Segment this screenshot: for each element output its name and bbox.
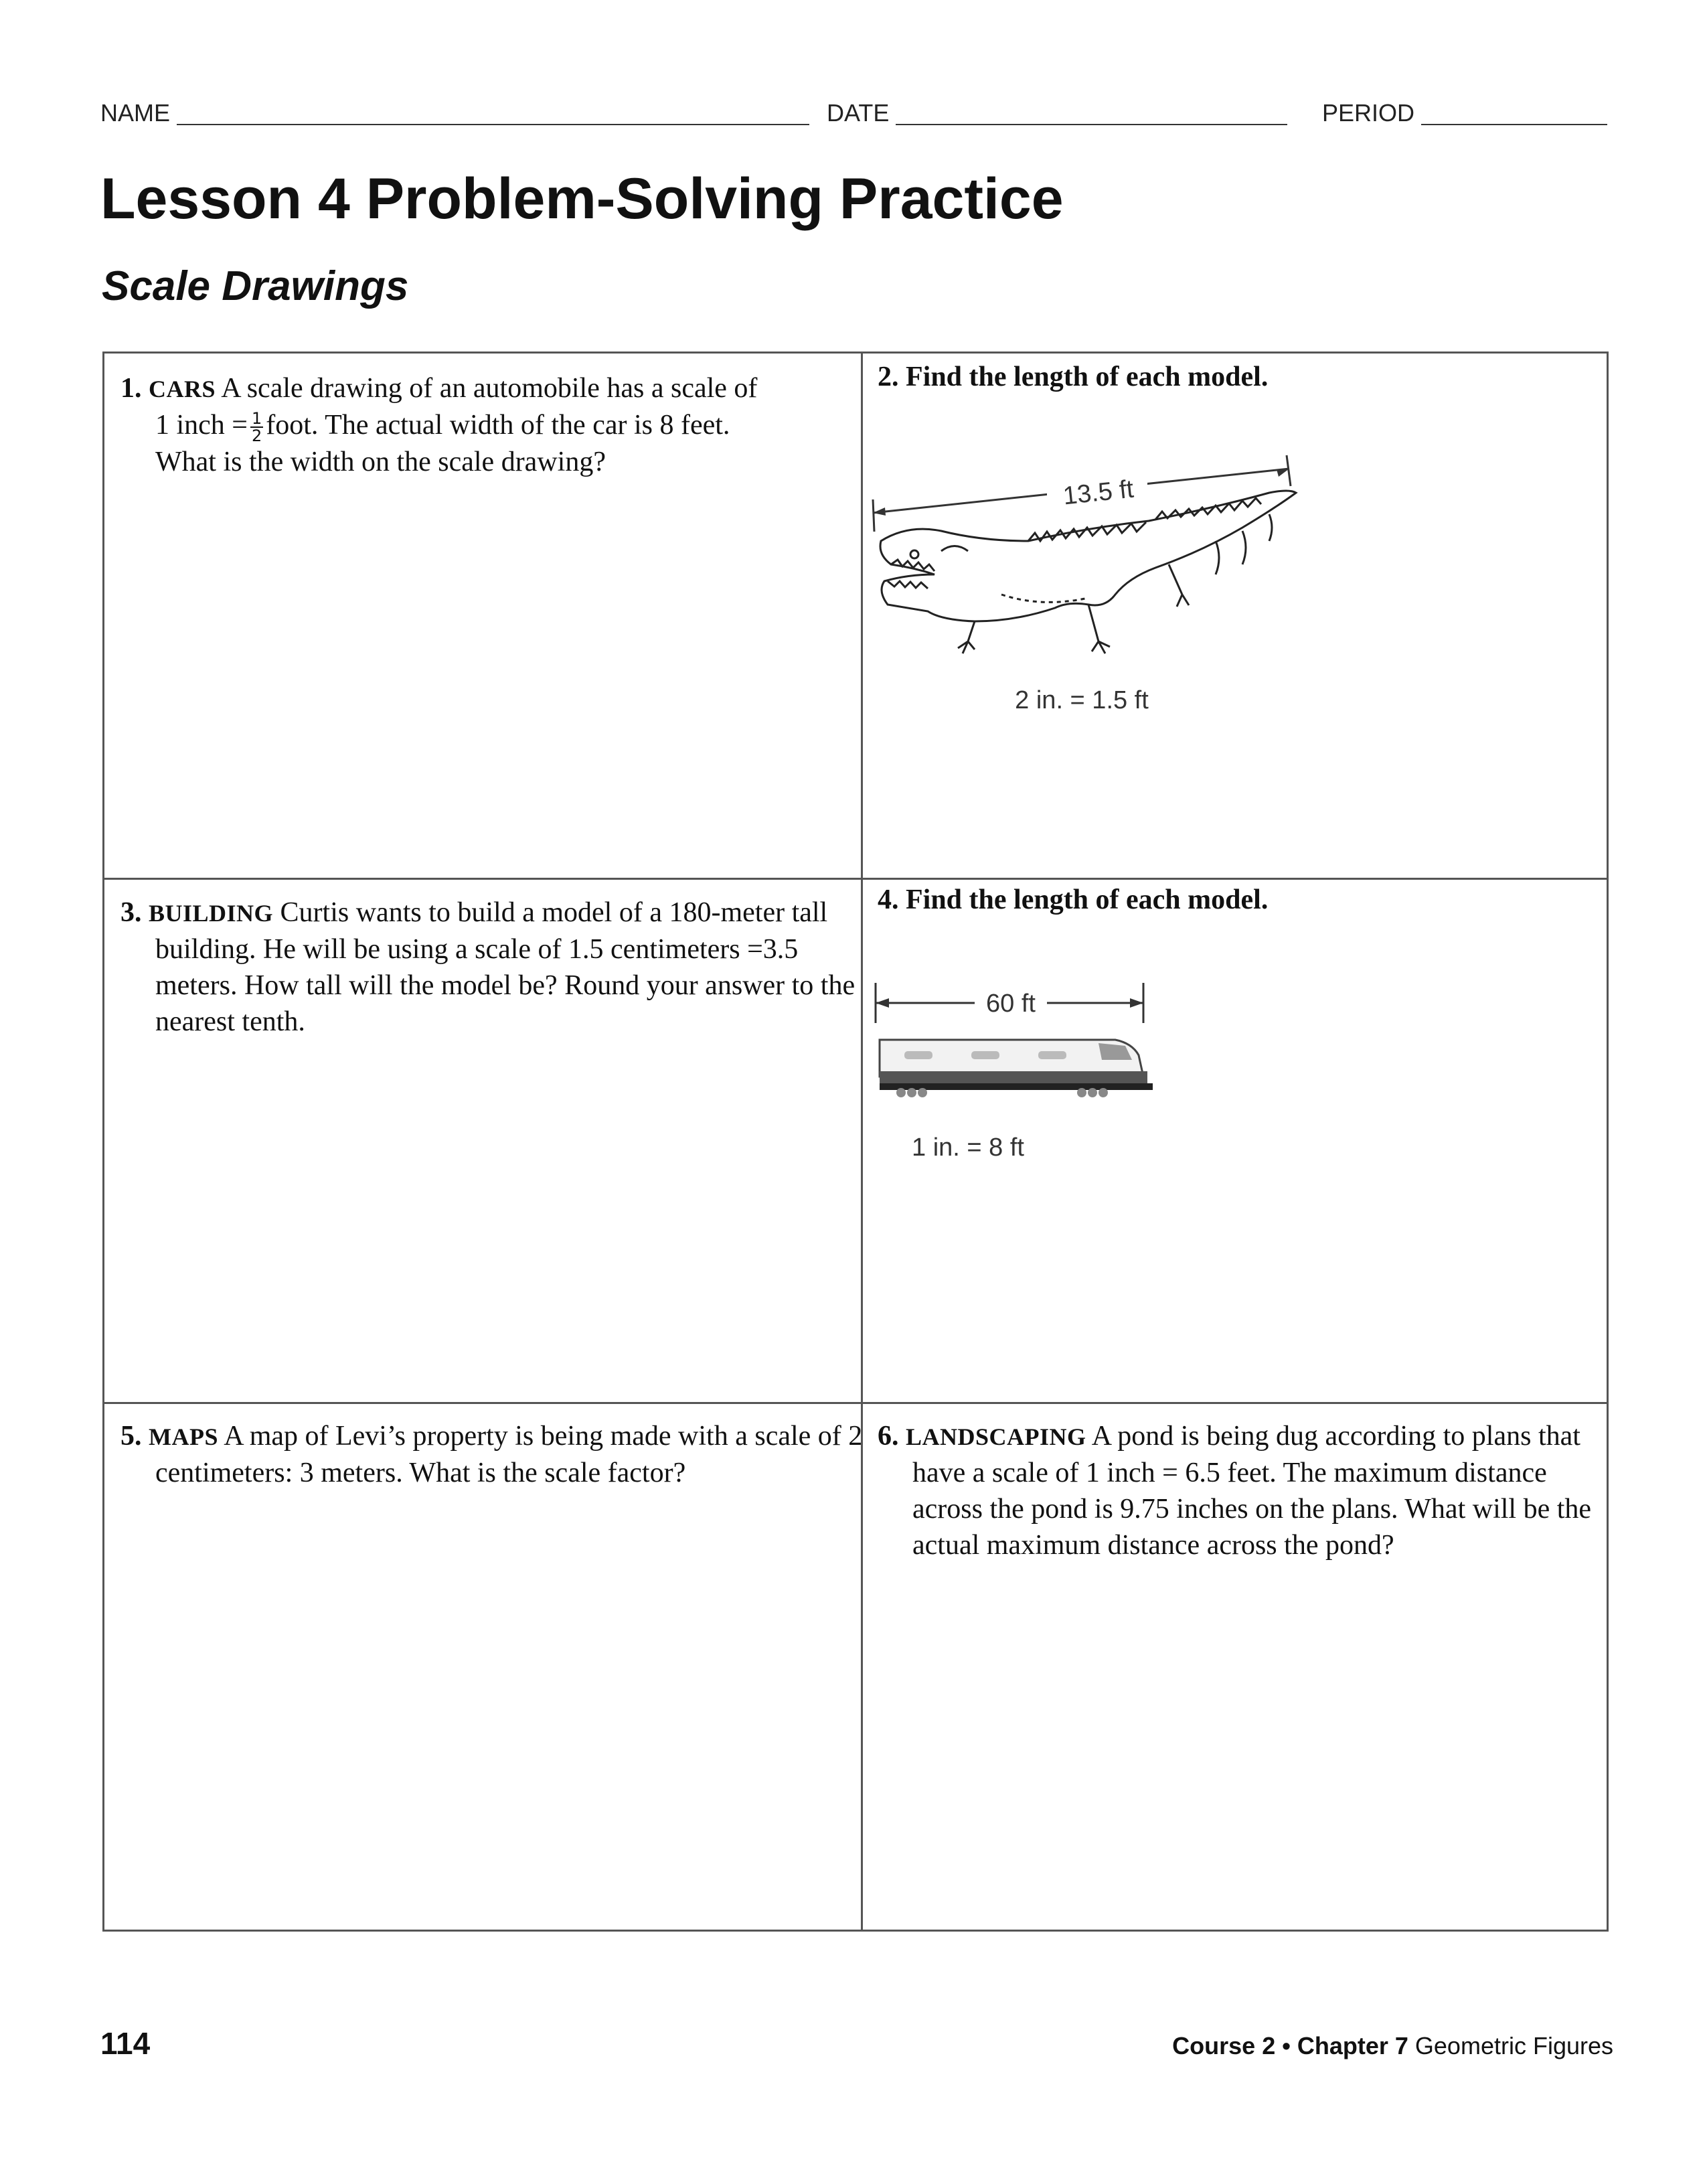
- alligator-icon: [880, 491, 1296, 653]
- name-field[interactable]: [100, 99, 809, 127]
- train-scale-label: 1 in. = 8 ft: [912, 1134, 1024, 1162]
- problem-3-text: Curtis wants to build a model of a 180-meter tall building. He will be using a scale of 1.5 centimeters =3.5 meters. How tall will the model be? Round your answer to the nearest tenth.: [155, 897, 856, 1037]
- alligator-scale-label: 2 in. = 1.5 ft: [1015, 686, 1149, 714]
- page-subtitle: Scale Drawings: [102, 263, 409, 309]
- grid-divider-vertical: [861, 354, 863, 1930]
- problem-1-line-2: [120, 407, 850, 444]
- train-icon: [880, 1040, 1153, 1097]
- date-label: DATE: [827, 99, 890, 127]
- footer-course-info: [1172, 2032, 1613, 2060]
- problem-1-line-1: [120, 370, 850, 407]
- grid-divider-row-1: [104, 878, 1607, 880]
- problem-6: [878, 1418, 1615, 1563]
- problem-2-heading: 2. Find the length of each model.: [878, 362, 1269, 392]
- footer-chapter-title: Geometric Figures: [1414, 2032, 1613, 2059]
- period-label: PERIOD: [1322, 99, 1415, 127]
- problem-5: [120, 1418, 865, 1491]
- problem-3: [120, 894, 865, 1040]
- problem-5-text: A map of Levi’s property is being made with a scale of 2 centimeters: 3 meters. What is the scale factor?: [155, 1421, 863, 1488]
- problem-1-tag: CARS: [149, 376, 216, 402]
- alligator-dimension-label: 13.5 ft: [1062, 475, 1135, 511]
- name-blank[interactable]: [177, 100, 809, 125]
- page-title: Lesson 4 Problem-Solving Practice: [100, 167, 1064, 231]
- page-number: 114: [100, 2026, 151, 2061]
- problem-1-text-b-post: foot. The actual width of the car is 8 feet.: [266, 410, 730, 441]
- problem-grid: [102, 352, 1609, 1932]
- footer-course-chapter: Course 2 • Chapter 7: [1172, 2032, 1408, 2059]
- problem-4: [878, 882, 1594, 918]
- problem-6-text: A pond is being dug according to plans that have a scale of 1 inch = 6.5 feet. The maximum distance across the pond is 9.75 inches on the plans. What will be the actual maximum distance across the pond?: [912, 1421, 1592, 1561]
- train-dimension-label: 60 ft: [986, 990, 1036, 1018]
- problem-1-text-a: A scale drawing of an automobile has a scale of: [221, 373, 758, 404]
- problem-1: [120, 370, 850, 480]
- problem-6-number: 6.: [878, 1421, 899, 1452]
- train-figure: [868, 976, 1175, 1177]
- name-label: NAME: [100, 99, 171, 127]
- problem-2: [878, 359, 1594, 395]
- problem-1-number: 1.: [120, 373, 142, 404]
- problem-1-text-b-pre: 1 inch =: [155, 410, 248, 441]
- problem-6-tag: LANDSCAPING: [906, 1423, 1086, 1450]
- fraction-denominator: 2: [252, 426, 262, 446]
- date-blank[interactable]: [896, 100, 1287, 125]
- problem-4-heading: 4. Find the length of each model.: [878, 884, 1269, 915]
- one-half-fraction: [250, 410, 263, 444]
- problem-1-line-3: What is the width on the scale drawing?: [155, 447, 606, 478]
- problem-5-number: 5.: [120, 1421, 142, 1452]
- date-field[interactable]: [827, 99, 1287, 127]
- period-field[interactable]: [1322, 99, 1607, 127]
- problem-3-number: 3.: [120, 897, 142, 928]
- problem-3-tag: BUILDING: [149, 900, 274, 927]
- student-info-line: [100, 99, 1613, 133]
- fraction-numerator: 1: [252, 409, 262, 428]
- alligator-figure: [868, 441, 1336, 735]
- problem-5-tag: MAPS: [149, 1423, 218, 1450]
- period-blank[interactable]: [1421, 100, 1607, 125]
- grid-divider-row-2: [104, 1402, 1607, 1404]
